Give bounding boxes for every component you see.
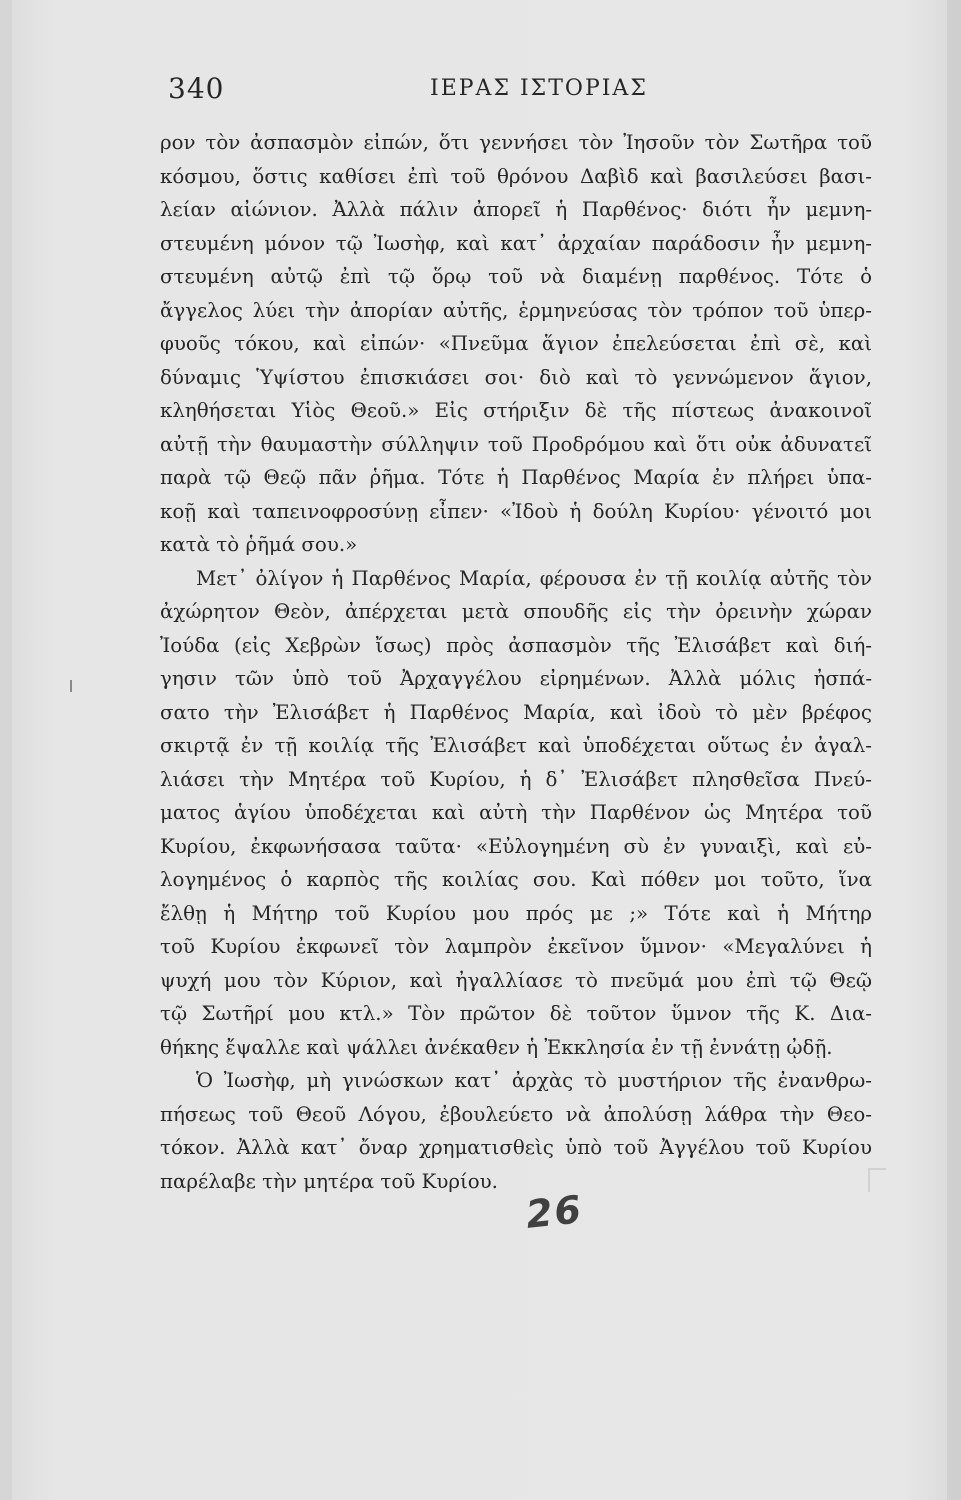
paragraph-1: [160, 126, 872, 562]
text-line: σκιρτᾷ ἐν τῇ κοιλίᾳ τῆς Ἐλισάβετ καὶ ὑποδέχεται οὕτως ἐν ἀγαλ-: [160, 734, 872, 757]
page-header: [168, 72, 878, 112]
margin-mark: [70, 680, 72, 692]
paragraph-3: [160, 1064, 872, 1198]
text-line: τοῦ Κυρίου ἐκφωνεῖ τὸν λαμπρὸν ἐκεῖνον ὕμνον· «Μεγαλύνει ἡ: [160, 935, 872, 958]
text-line: δύναμις Ὑψίστου ἐπισκιάσει σοι· διὸ καὶ τὸ γεννώμενον ἅγιον,: [160, 365, 872, 389]
text-line: παρέλαβε τὴν μητέρα τοῦ Κυρίου.: [160, 1169, 498, 1193]
paragraph-2: [160, 562, 872, 1065]
text-line: Ἰούδα (εἰς Χεβρὼν ἴσως) πρὸς ἀσπασμὸν τῆς Ἐλισάβετ καὶ διή-: [160, 633, 872, 657]
text-line: στευμένη αὐτῷ ἐπὶ τῷ ὅρῳ τοῦ νὰ διαμένῃ παρθένος. Τότε ὁ: [160, 265, 872, 288]
text-line: λογημένος ὁ καρπὸς τῆς κοιλίας σου. Καὶ πόθεν μοι τοῦτο, ἵνα: [160, 868, 872, 891]
text-line: κληθήσεται Υἱὸς Θεοῦ.» Εἰς στήριξιν δὲ τῆς πίστεως ἀνακοινοῖ: [160, 399, 872, 422]
text-line: θήκης ἔψαλλε καὶ ψάλλει ἀνέκαθεν ἡ Ἐκκλησία ἐν τῇ ἐννάτῃ ᾠδῇ.: [160, 1035, 833, 1059]
text-line: τόκον. Ἀλλὰ κατ᾽ ὄναρ χρηματισθεὶς ὑπὸ τοῦ Ἀγγέλου τοῦ Κυρίου: [160, 1136, 872, 1159]
handwritten-page-note: 26: [523, 1187, 586, 1237]
text-line: παρὰ τῷ Θεῷ πᾶν ῥῆμα. Τότε ἡ Παρθένος Μαρία ἐν πλήρει ὑπα-: [160, 466, 872, 489]
text-line: Κυρίου, ἐκφωνήσασα ταῦτα· «Εὐλογημένη σὺ ἐν γυναιξὶ, καὶ εὐ-: [160, 834, 872, 858]
page-number: 340: [168, 72, 225, 105]
bleed-through-mark: [868, 1168, 886, 1192]
text-line: τῷ Σωτῆρί μου κτλ.» Τὸν πρῶτον δὲ τοῦτον ὕμνον τῆς Κ. Δια-: [160, 1002, 872, 1025]
page-edge-shadow: [947, 0, 961, 1500]
text-line: γησιν τῶν ὑπὸ τοῦ Ἀρχαγγέλου εἰρημένων. Ἀλλὰ μόλις ἠσπά-: [160, 667, 872, 690]
text-line: ρον τὸν ἀσπασμὸν εἰπών, ὅτι γεννήσει τὸν Ἰησοῦν τὸν Σωτῆρα τοῦ: [160, 131, 872, 154]
text-line: στευμένη μόνον τῷ Ἰωσὴφ, καὶ κατ᾽ ἀρχαίαν παράδοσιν ἦν μεμνη-: [160, 231, 872, 255]
text-line: ματος ἁγίου ὑποδέχεται καὶ αὐτὴ τὴν Παρθένον ὡς Μητέρα τοῦ: [160, 801, 872, 824]
text-line: φυοῦς τόκου, καὶ εἰπών· «Πνεῦμα ἅγιον ἐπελεύσεται ἐπὶ σὲ, καὶ: [160, 332, 872, 355]
text-line: ἔλθῃ ἡ Μήτηρ τοῦ Κυρίου μου πρός με ;» Τότε καὶ ἡ Μήτηρ: [160, 901, 872, 925]
text-line: ἀχώρητον Θεὸν, ἀπέρχεται μετὰ σπουδῆς εἰς τὴν ὀρεινὴν χώραν: [160, 600, 872, 623]
body-text: [160, 126, 872, 1198]
text-line: κόσμου, ὅστις καθίσει ἐπὶ τοῦ θρόνου Δαβὶδ καὶ βασιλεύσει βασι-: [160, 164, 872, 188]
text-line: ἄγγελος λύει τὴν ἀπορίαν αὐτῆς, ἑρμηνεύσας τὸν τρόπον τοῦ ὑπερ-: [160, 298, 872, 322]
text-line: πήσεως τοῦ Θεοῦ Λόγου, ἐβουλεύετο νὰ ἀπολύσῃ λάθρα τὴν Θεο-: [160, 1102, 872, 1126]
text-line: λείαν αἰώνιον. Ἀλλὰ πάλιν ἀπορεῖ ἡ Παρθένος· διότι ἦν μεμνη-: [160, 198, 872, 221]
text-line: κατὰ τὸ ῥῆμά σου.»: [160, 533, 358, 556]
page-gutter-shadow: [0, 0, 12, 1500]
text-line: Ὁ Ἰωσὴφ, μὴ γινώσκων κατ᾽ ἀρχὰς τὸ μυστήριον τῆς ἐνανθρω-: [196, 1069, 872, 1092]
text-line: αὐτῇ τὴν θαυμαστὴν σύλληψιν τοῦ Προδρόμου καὶ ὅτι οὐκ ἀδυνατεῖ: [160, 432, 872, 456]
running-head: ΙΕΡΑΣ ΙΣΤΟΡΙΑΣ: [430, 76, 648, 101]
text-line: λιάσει τὴν Μητέρα τοῦ Κυρίου, ἡ δ᾽ Ἐλισάβετ πλησθεῖσα Πνεύ-: [160, 767, 872, 791]
text-line: σατο τὴν Ἐλισάβετ ἡ Παρθένος Μαρία, καὶ ἰδοὺ τὸ μὲν βρέφος: [160, 700, 872, 724]
text-line: ψυχή μου τὸν Κύριον, καὶ ἠγαλλίασε τὸ πνεῦμά μου ἐπὶ τῷ Θεῷ: [160, 968, 872, 992]
text-line: Μετ᾽ ὀλίγον ἡ Παρθένος Μαρία, φέρουσα ἐν τῇ κοιλίᾳ αὐτῆς τὸν: [196, 566, 872, 590]
text-line: κοῇ καὶ ταπεινοφροσύνῃ εἶπεν· «Ἰδοὺ ἡ δούλη Κυρίου· γένοιτό μοι: [160, 499, 872, 523]
